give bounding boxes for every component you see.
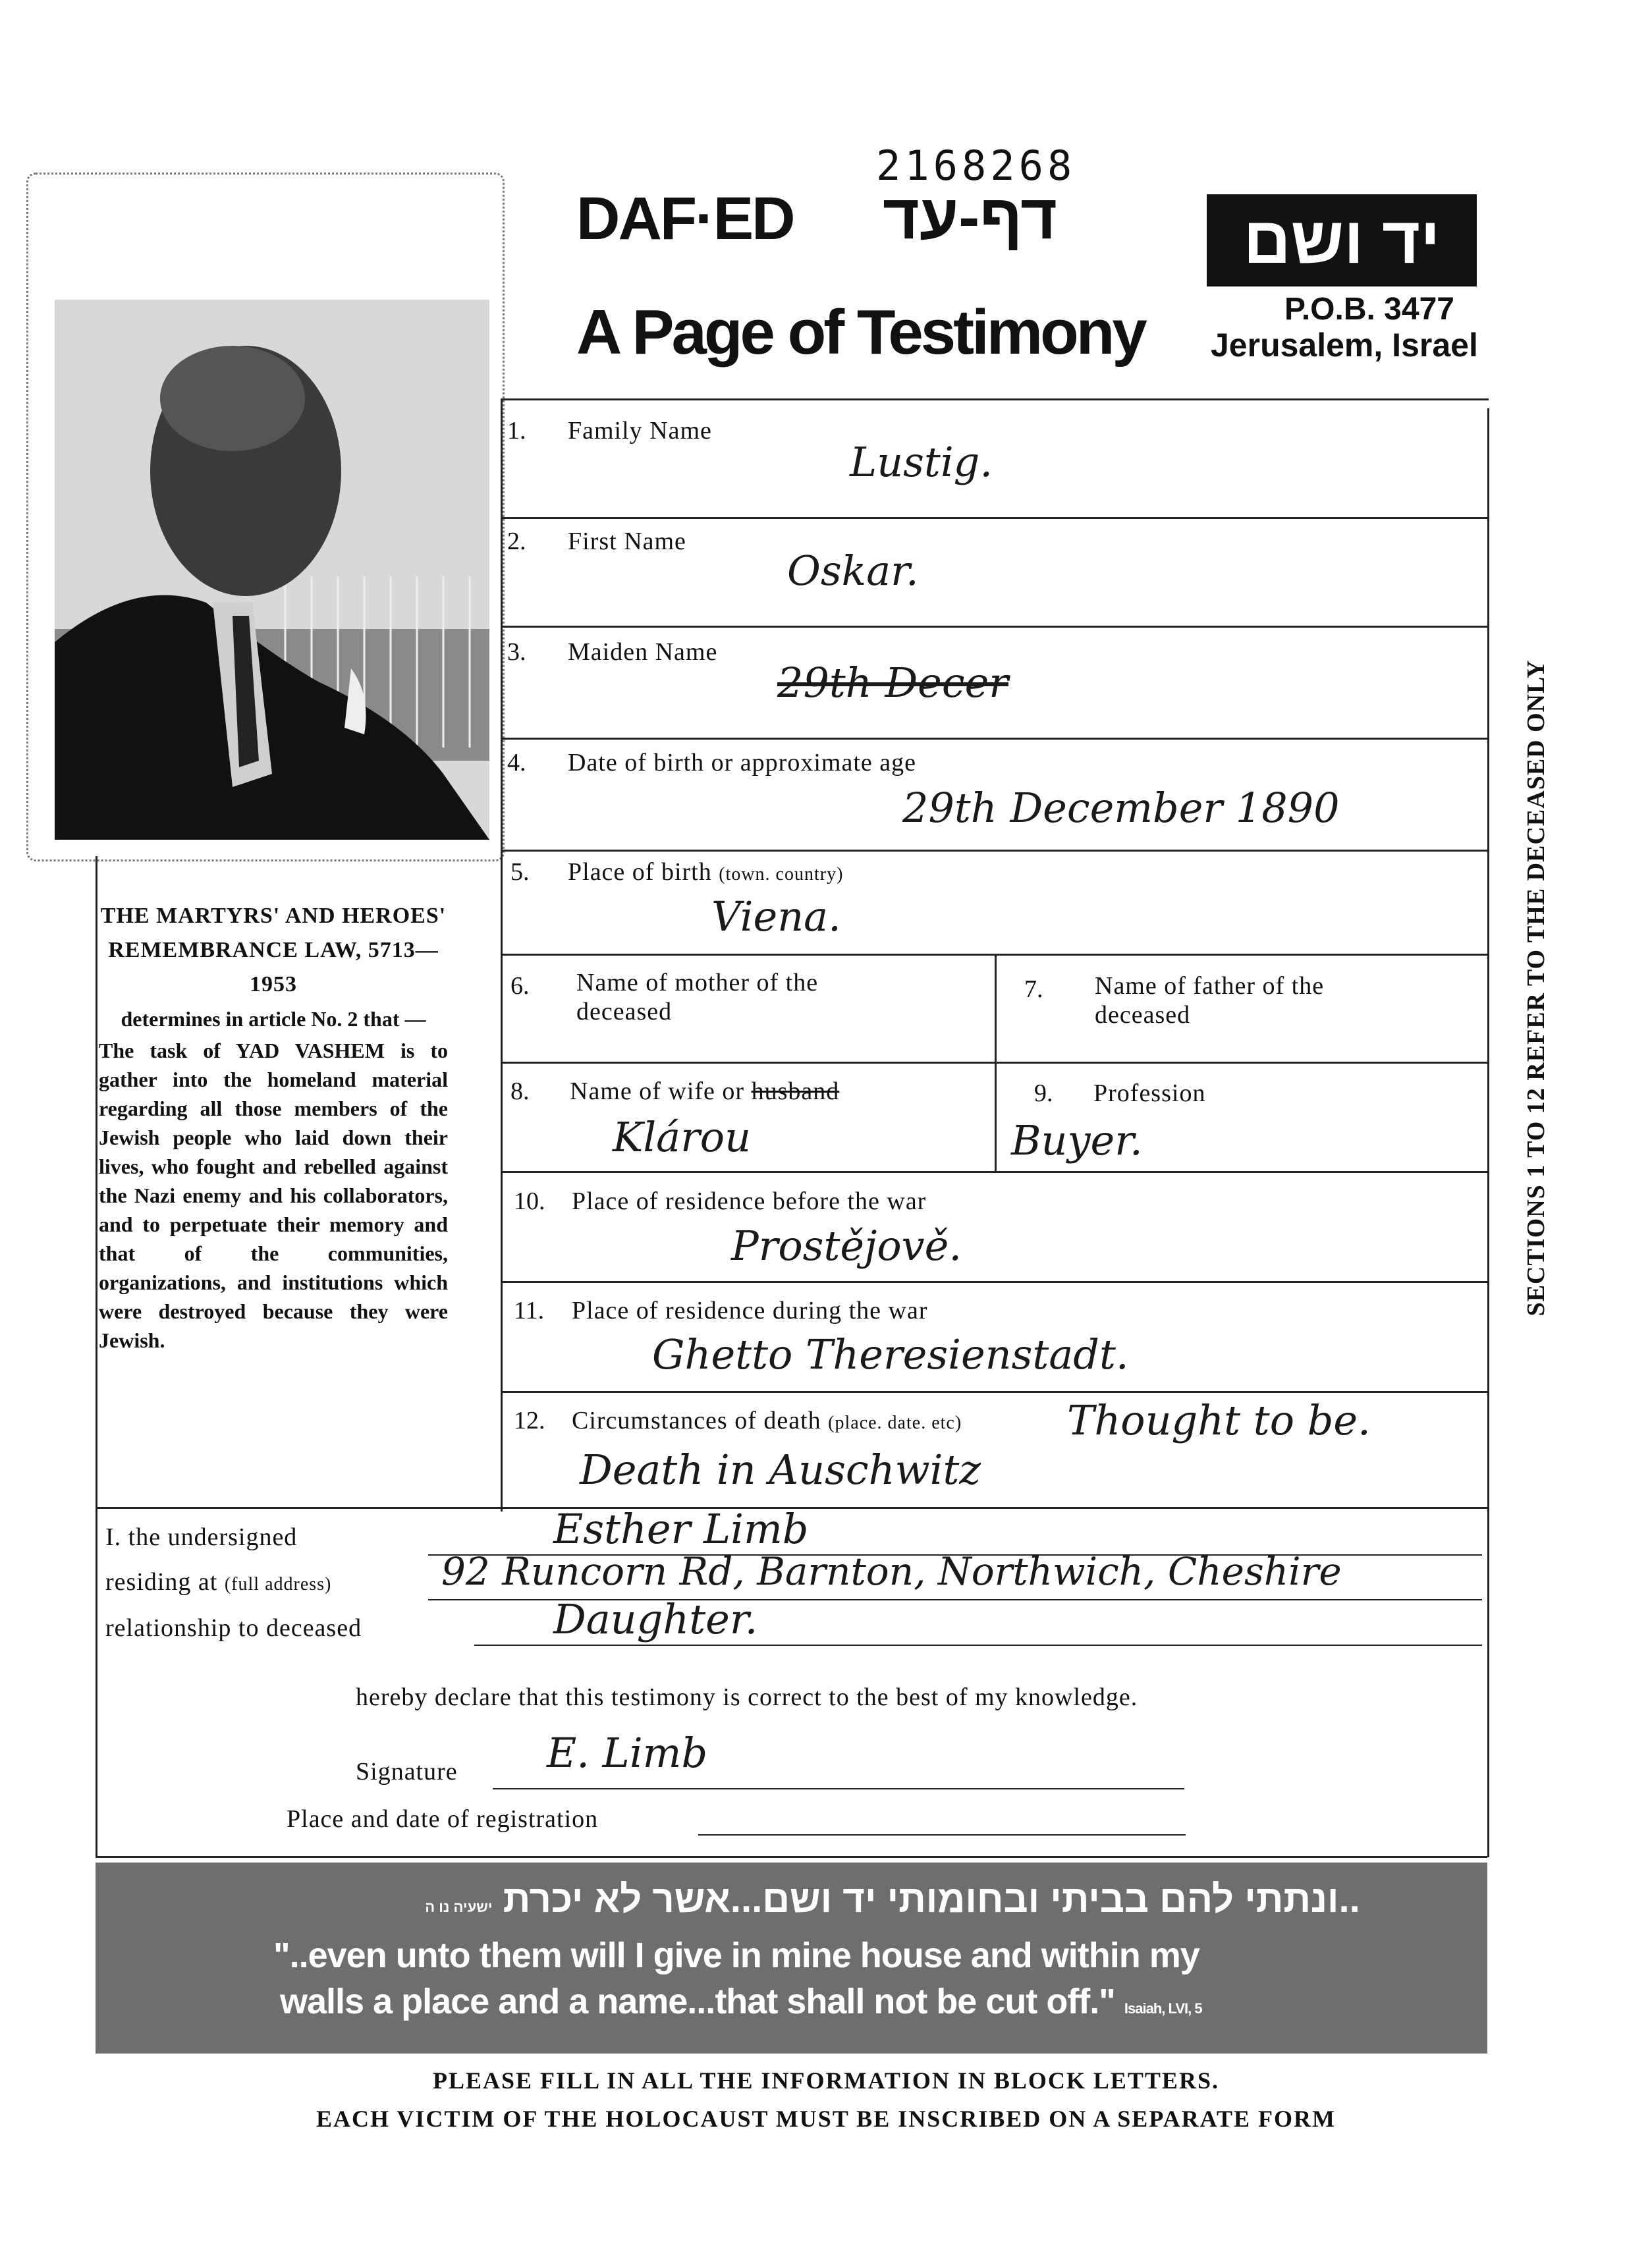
field-5-label [568,858,843,886]
serial-number: 2168268 [876,142,1076,190]
footer-line-2: EACH VICTIM OF THE HOLOCAUST MUST BE INSCRIBED ON A SEPARATE FORM [316,2106,1336,2132]
field-11-label: Place of residence during the war [572,1297,928,1324]
field-3-number: 3. [507,638,526,666]
registration-label: Place and date of registration [287,1805,599,1833]
field-12-label-text: Circumstances of death [572,1407,821,1434]
banner-line-2-text: walls a place and a name...that shall not be cut off." [280,1982,1115,2021]
field-1-number: 1. [507,417,526,445]
field-3-value[interactable]: 29th Decer [777,659,1008,707]
field-10-number: 10. [514,1187,545,1215]
declaration-text: hereby declare that this testimony is correct to the best of my knowledge. [356,1683,1138,1711]
field-9-value[interactable]: Buyer. [1011,1116,1143,1164]
law-title: THE MARTYRS' AND HEROES' REMEMBRANCE LAW, 5713—1953 [100,904,447,996]
field-9-number: 9. [1034,1079,1053,1107]
law-article: determines in article No. 2 that — [121,1007,426,1031]
field-12-inline-value[interactable]: Thought to be. [1067,1396,1371,1444]
undersigned-value[interactable]: Esther Limb [553,1505,809,1553]
relationship-value[interactable]: Daughter. [553,1595,758,1643]
field-6-number: 6. [510,972,530,1000]
yad-vashem-logo [1207,194,1477,286]
banner-ref: Isaiah, LVI, 5 [1124,2000,1202,2017]
field-8-label-text: Name of wife or [570,1077,745,1105]
field-10-label: Place of residence before the war [572,1187,927,1215]
undersigned-label: I. the undersigned [105,1523,298,1551]
residing-label [105,1567,331,1596]
logo-text: יד ושם [1243,204,1441,277]
field-2-number: 2. [507,528,526,555]
field-8-number: 8. [510,1077,530,1105]
field-3-label: Maiden Name [568,638,718,666]
portrait-photo [26,173,505,861]
field-4-value[interactable]: 29th December 1890 [902,784,1340,832]
quote-banner [96,1863,1487,2054]
footer-line-1: PLEASE FILL IN ALL THE INFORMATION IN BLOCK LETTERS. [433,2067,1219,2094]
banner-line-1: "..even unto them will I give in mine house and within my [273,1936,1199,1975]
banner-line-2 [280,1981,1202,2022]
field-11-value[interactable]: Ghetto Theresienstadt. [652,1330,1129,1378]
signature-label: Signature [356,1758,458,1785]
field-12-label [572,1406,962,1435]
banner-hebrew [319,1877,1466,1921]
field-5-label-text: Place of birth [568,858,712,886]
field-2-label: First Name [568,528,686,555]
vertical-note: SECTIONS 1 TO 12 REFER TO THE DECEASED ONLY [1522,659,1550,1317]
field-9-label: Profession [1093,1079,1206,1107]
banner-hebrew-ref: ישעיה נו ה [425,1899,493,1915]
po-box: P.O.B. 3477 [1284,292,1454,327]
banner-hebrew-text: ..ונתתי להם בביתי ובחומותי יד ושם...אשר לא יכרת [503,1878,1360,1920]
law-body: The task of YAD VASHEM is to gather into the homeland material regarding all those members of the Jewish people who laid down their lives, who fought and rebelled against the Nazi enemy and his collaborators, and to perpetuate their memory and that of the communities, organizations, and institutions which were destroyed because they were Jewish. [99,1039,448,1352]
field-12-label-small: (place. date. etc) [828,1413,962,1433]
field-5-label-small: (town. country) [719,864,844,885]
portrait-image [35,181,496,853]
field-5-value[interactable]: Viena. [711,892,841,940]
title-hebrew: דף-עד [883,182,1057,252]
field-12-number: 12. [514,1407,545,1434]
field-4-label: Date of birth or approximate age [568,749,916,776]
law-text-panel [99,899,448,1355]
field-7-number: 7. [1024,975,1043,1003]
field-8-label-struck: husband [751,1077,840,1105]
title-english: DAF·ED [576,185,794,252]
field-12-value[interactable]: Death in Auschwitz [580,1446,981,1494]
field-6-label: Name of mother of the deceased [576,969,819,1025]
address-city: Jerusalem, Israel [1211,327,1478,364]
field-4-number: 4. [507,749,526,776]
field-8-value[interactable]: Klárou [613,1113,752,1161]
residing-label-text: residing at [105,1568,218,1596]
residing-label-small: (full address) [224,1574,332,1594]
field-1-label: Family Name [568,417,712,445]
subtitle: A Page of Testimony [576,297,1145,368]
field-10-value[interactable]: Prostějově. [731,1222,962,1270]
field-5-number: 5. [510,858,530,886]
relationship-label: relationship to deceased [105,1614,362,1642]
field-7-label: Name of father of the deceased [1095,972,1325,1029]
field-1-value[interactable]: Lustig. [850,438,993,486]
residing-value[interactable]: 92 Runcorn Rd, Barnton, Northwich, Cheshire [441,1549,1342,1594]
field-8-label [570,1077,839,1106]
field-2-value[interactable]: Oskar. [787,547,919,595]
field-11-number: 11. [514,1297,545,1324]
signature-value[interactable]: E. Limb [547,1729,708,1777]
